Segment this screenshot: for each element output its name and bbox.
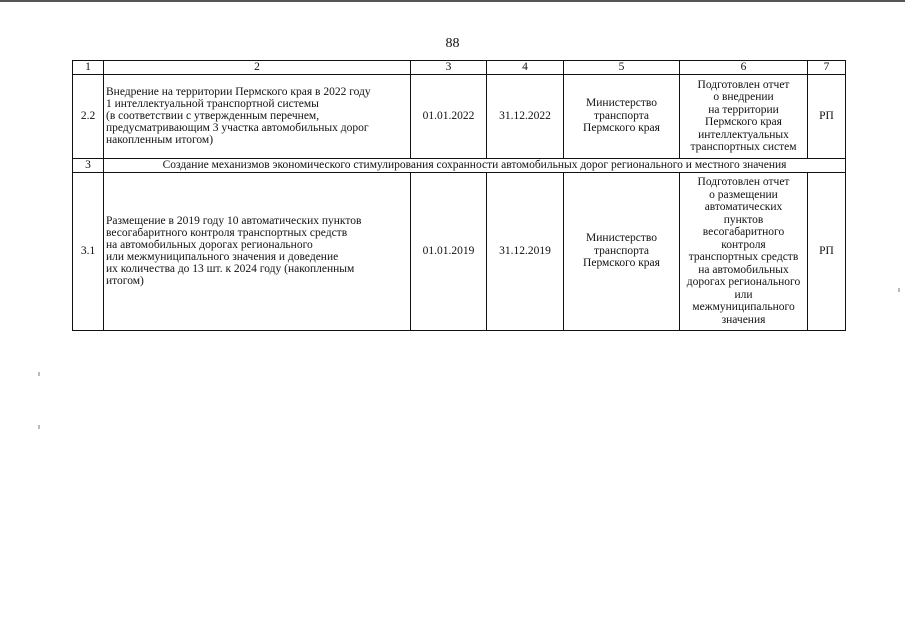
- description-line: весогабаритного контроля транспортных средств: [106, 227, 348, 239]
- result-line: Пермского края: [705, 116, 782, 128]
- result-line: на автомобильных: [698, 263, 789, 276]
- scan-edge-line: [0, 0, 905, 2]
- column-header: 7: [808, 61, 846, 75]
- result-line: на территории: [708, 103, 779, 116]
- section-row: [73, 158, 846, 172]
- result-line: пунктов: [723, 213, 764, 226]
- result-line: межмуниципального: [692, 301, 795, 313]
- expected-result: [680, 74, 808, 158]
- responsible-body: [564, 172, 680, 330]
- result-line: контроля: [721, 238, 766, 251]
- result-line: о внедрении: [713, 91, 774, 103]
- result-line: автоматических: [704, 201, 783, 213]
- plan-table: [72, 60, 846, 331]
- header-row: [73, 61, 846, 75]
- section-title: Создание механизмов экономического стимулирования сохранности автомобильных дорог регионального и местного значения: [104, 158, 846, 172]
- responsible-line: Пермского края: [583, 257, 660, 270]
- start-date: 01.01.2019: [411, 172, 487, 330]
- result-line: или: [734, 288, 753, 301]
- scan-speck: [38, 425, 40, 429]
- end-date: 31.12.2022: [487, 74, 564, 158]
- table-row: [73, 74, 846, 158]
- table-row: [73, 172, 846, 330]
- end-date: 31.12.2019: [487, 172, 564, 330]
- column-header: 4: [487, 61, 564, 75]
- expected-result: [680, 172, 808, 330]
- start-date: 01.01.2022: [411, 74, 487, 158]
- description-line: на автомобильных дорогах регионального: [106, 239, 313, 251]
- result-line: о размещении: [709, 188, 778, 201]
- description-line: их количества до 13 шт. к 2024 году (накопленным: [106, 263, 355, 275]
- document-type: РП: [808, 172, 846, 330]
- responsible-body: [564, 74, 680, 158]
- description-line: Размещение в 2019 году 10 автоматических пунктов: [106, 215, 362, 227]
- description-line: накопленным итогом): [106, 134, 214, 146]
- result-line: дорогах регионального: [686, 276, 801, 288]
- scan-speck: [898, 288, 900, 292]
- result-line: значения: [721, 313, 766, 326]
- row-description: [104, 172, 411, 330]
- result-line: транспортных средств: [688, 251, 799, 263]
- row-number: 2.2: [73, 74, 104, 158]
- description-line: (в соответствии с утвержденным перечнем,: [106, 110, 320, 122]
- row-number: 3: [73, 158, 104, 172]
- result-line: Подготовлен отчет: [697, 176, 790, 188]
- column-header: 6: [680, 61, 808, 75]
- responsible-line: транспорта: [593, 244, 650, 257]
- row-number: 3.1: [73, 172, 104, 330]
- result-line: Подготовлен отчет: [697, 78, 790, 91]
- responsible-line: Министерство: [586, 97, 657, 110]
- scan-speck: [38, 372, 40, 376]
- column-header: 2: [104, 61, 411, 75]
- responsible-line: Пермского края: [583, 122, 660, 135]
- column-header: 5: [564, 61, 680, 75]
- result-line: интеллектуальных: [698, 128, 789, 141]
- responsible-line: транспорта: [593, 109, 650, 122]
- result-line: весогабаритного: [702, 226, 785, 238]
- description-line: или межмуниципального значения и доведение: [106, 251, 339, 263]
- description-line: предусматривающим 3 участка автомобильных дорог: [106, 122, 369, 134]
- description-line: Внедрение на территории Пермского края в 2022 году: [106, 86, 371, 98]
- responsible-line: Министерство: [586, 232, 657, 245]
- description-line: 1 интеллектуальной транспортной системы: [106, 98, 319, 110]
- description-line: итогом): [106, 275, 144, 287]
- document-type: РП: [808, 74, 846, 158]
- column-header: 1: [73, 61, 104, 75]
- row-description: [104, 74, 411, 158]
- page-number: 88: [445, 36, 460, 51]
- result-line: транспортных систем: [690, 141, 797, 153]
- column-header: 3: [411, 61, 487, 75]
